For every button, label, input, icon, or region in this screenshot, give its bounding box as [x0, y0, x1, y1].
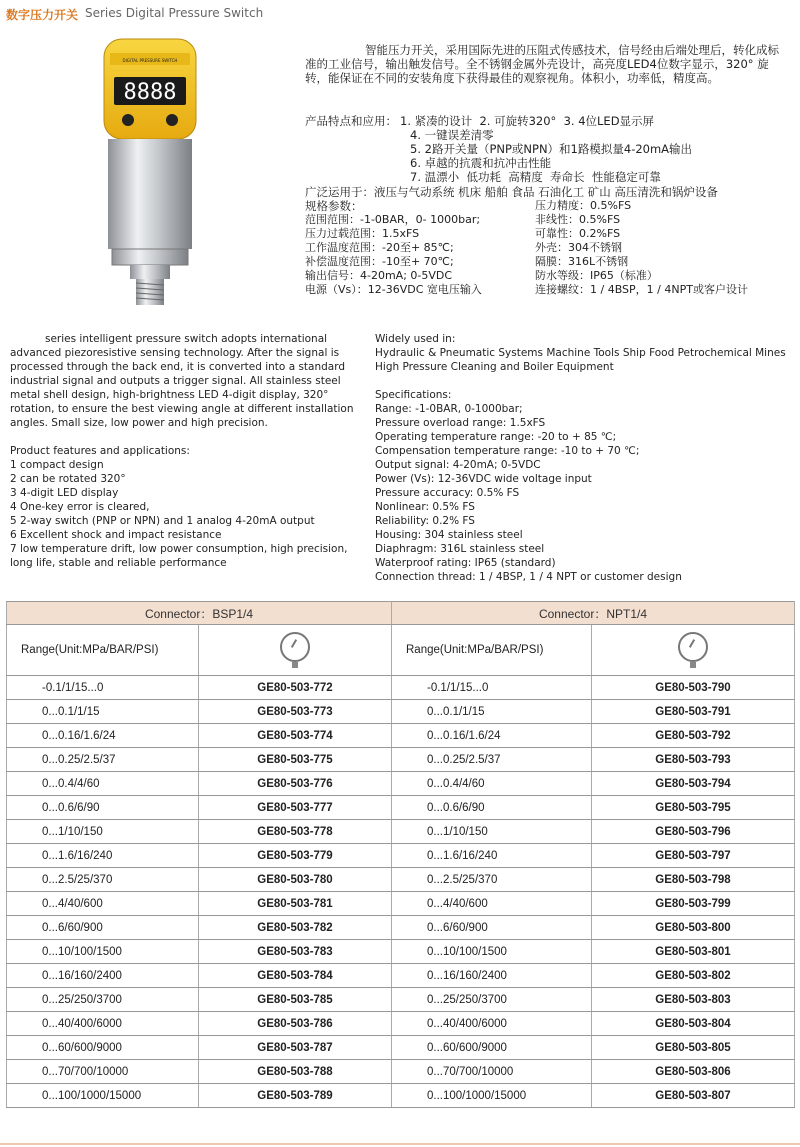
- spec-right-item: 连接螺纹：1 / 4BSP，1 / 4NPT或客户设计: [535, 283, 748, 296]
- npt-model-cell: GE80-503-806: [592, 1060, 795, 1084]
- spec-left-item: 补偿温度范围：-10至+ 70℃;: [305, 255, 454, 268]
- range-cell: 0...4/40/600: [7, 892, 199, 916]
- range-cell: 0...0.25/2.5/37: [7, 748, 199, 772]
- table-row: [7, 772, 795, 796]
- range-cell: 0...16/160/2400: [7, 964, 199, 988]
- feature-item: 6. 卓越的抗震和抗冲击性能: [410, 156, 552, 170]
- intro-line: series intelligent pressure switch adopts international: [45, 333, 328, 345]
- range-cell: 0...2.5/25/370: [7, 868, 199, 892]
- feature-item-en: long life, stable and reliable performance: [10, 557, 227, 569]
- npt-model-cell: GE80-503-805: [592, 1036, 795, 1060]
- range-cell: 0...25/250/3700: [7, 988, 199, 1012]
- feature-item-en: 1 compact design: [10, 459, 104, 471]
- spec-left-item: 工作温度范围：-20至+ 85℃;: [305, 241, 454, 254]
- bsp-model-cell: GE80-503-782: [199, 916, 392, 940]
- features-title-cn: 产品特点和应用：: [305, 114, 397, 128]
- en-right-column: [375, 332, 795, 584]
- range-cell: -0.1/1/15...0: [392, 676, 592, 700]
- range-cell: 0...0.25/2.5/37: [392, 748, 592, 772]
- feature-item-en: 5 2-way switch (PNP or NPN) and 1 analog 4-20mA output: [10, 515, 315, 527]
- application-cn: 广泛运用于：液压与气动系统 机床 船舶 食品 石油化工 矿山 高压清洗和锅炉设备: [305, 185, 718, 199]
- spec-item-en: Housing: 304 stainless steel: [375, 529, 523, 541]
- features-title-en: Product features and applications:: [10, 445, 190, 457]
- bsp-model-cell: GE80-503-774: [199, 724, 392, 748]
- range-cell: 0...0.16/1.6/24: [392, 724, 592, 748]
- range-cell: 0...0.16/1.6/24: [7, 724, 199, 748]
- npt-model-cell: GE80-503-804: [592, 1012, 795, 1036]
- spec-item-en: Range: -1-0BAR, 0-1000bar;: [375, 403, 523, 415]
- feature-item-en: 6 Excellent shock and impact resistance: [10, 529, 222, 541]
- npt-model-cell: GE80-503-792: [592, 724, 795, 748]
- bsp-model-cell: GE80-503-781: [199, 892, 392, 916]
- npt-model-cell: GE80-503-803: [592, 988, 795, 1012]
- bsp-model-cell: GE80-503-784: [199, 964, 392, 988]
- table-row: [7, 748, 795, 772]
- feature-item: 4. 一键误差清零: [410, 128, 494, 142]
- table-row: [7, 1012, 795, 1036]
- spec-right-item: 外壳：304不锈钢: [535, 241, 622, 254]
- range-cell: 0...0.1/1/15: [392, 700, 592, 724]
- range-cell: 0...1/10/150: [7, 820, 199, 844]
- range-cell: 0...70/700/10000: [7, 1060, 199, 1084]
- face-label: DIGITAL PRESSURE SWITCH: [122, 58, 178, 63]
- table-row: [7, 700, 795, 724]
- range-label: Range(Unit:MPa/BAR/PSI): [7, 625, 199, 676]
- table-subheader-row: [7, 625, 795, 676]
- intro-line: rotation, to ensure the best viewing angle at different installation: [10, 403, 354, 415]
- bsp-model-cell: GE80-503-775: [199, 748, 392, 772]
- intro-line: industrial signal and outputs a trigger signal. All stainless steel: [10, 375, 341, 387]
- npt-model-cell: GE80-503-801: [592, 940, 795, 964]
- spec-right-item: 压力精度：0.5%FS: [535, 199, 632, 212]
- feature-item: 1. 紧凑的设计 2. 可旋转320° 3. 4位LED显示屏: [400, 114, 655, 128]
- range-cell: 0...25/250/3700: [392, 988, 592, 1012]
- range-cell: 0...10/100/1500: [7, 940, 199, 964]
- spec-title-en: Specifications:: [375, 389, 452, 401]
- range-cell: 0...40/400/6000: [392, 1012, 592, 1036]
- spec-left-item: 范围范围：-1-0BAR，0- 1000bar;: [305, 213, 481, 226]
- table-row: [7, 724, 795, 748]
- range-cell: -0.1/1/15...0: [7, 676, 199, 700]
- intro-line: angles. Small size, low power and high precision.: [10, 417, 268, 429]
- range-cell: 0...100/1000/15000: [392, 1084, 592, 1108]
- range-cell: 0...6/60/900: [7, 916, 199, 940]
- gauge-cell: [199, 625, 392, 676]
- range-cell: 0...1.6/16/240: [7, 844, 199, 868]
- table-row: [7, 1060, 795, 1084]
- bsp-model-cell: GE80-503-788: [199, 1060, 392, 1084]
- bsp-model-cell: GE80-503-778: [199, 820, 392, 844]
- spec-item-en: Waterproof rating: IP65 (standard): [375, 557, 556, 569]
- range-cell: 0...6/60/900: [392, 916, 592, 940]
- gauge-icon: [280, 632, 310, 662]
- table-row: [7, 796, 795, 820]
- connector-bsp-header: Connector：BSP1/4: [7, 602, 392, 625]
- bsp-model-cell: GE80-503-789: [199, 1084, 392, 1108]
- npt-model-cell: GE80-503-791: [592, 700, 795, 724]
- widely-line: Hydraulic & Pneumatic Systems Machine Tools Ship Food Petrochemical Mines: [375, 347, 786, 359]
- table-row: [7, 676, 795, 700]
- feature-item: 7. 温漂小 低功耗 高精度 寿命长 性能稳定可靠: [410, 170, 661, 184]
- table-row: [7, 916, 795, 940]
- bottom-rule: [0, 1143, 800, 1145]
- spec-right-item: 隔膜：316L不锈钢: [535, 255, 629, 268]
- npt-model-cell: GE80-503-793: [592, 748, 795, 772]
- table-row: [7, 820, 795, 844]
- intro-line: metal shell design, high-brightness LED 4-digit display, 320°: [10, 389, 329, 401]
- range-cell: 0...60/600/9000: [392, 1036, 592, 1060]
- feature-item-en: 4 One-key error is cleared,: [10, 501, 150, 513]
- table-row: [7, 892, 795, 916]
- npt-model-cell: GE80-503-807: [592, 1084, 795, 1108]
- range-cell: 0...1.6/16/240: [392, 844, 592, 868]
- npt-model-cell: GE80-503-798: [592, 868, 795, 892]
- table-row: [7, 868, 795, 892]
- widely-title: Widely used in:: [375, 333, 456, 345]
- connector-npt-header: Connector：NPT1/4: [392, 602, 795, 625]
- spec-item-en: Operating temperature range: -20 to + 85 ℃;: [375, 431, 617, 443]
- feature-item-en: 2 can be rotated 320°: [10, 473, 126, 485]
- range-cell: 0...4/40/600: [392, 892, 592, 916]
- range-cell: 0...0.4/4/60: [392, 772, 592, 796]
- range-label: Range(Unit:MPa/BAR/PSI): [392, 625, 592, 676]
- npt-model-cell: GE80-503-797: [592, 844, 795, 868]
- feature-item-en: 7 low temperature drift, low power consumption, high precision,: [10, 543, 348, 555]
- range-cell: 0...10/100/1500: [392, 940, 592, 964]
- product-image: [100, 35, 200, 310]
- bsp-model-cell: GE80-503-785: [199, 988, 392, 1012]
- range-cell: 0...40/400/6000: [7, 1012, 199, 1036]
- intro-line: processed through the back end, it is converted into a standard: [10, 361, 346, 373]
- bsp-model-cell: GE80-503-786: [199, 1012, 392, 1036]
- spec-item-en: Compensation temperature range: -10 to + 70 ℃;: [375, 445, 640, 457]
- spec-left-item: 输出信号：4-20mA; 0-5VDC: [305, 269, 453, 282]
- range-cell: 0...1/10/150: [392, 820, 592, 844]
- bsp-model-cell: GE80-503-776: [199, 772, 392, 796]
- bsp-model-cell: GE80-503-780: [199, 868, 392, 892]
- range-cell: 0...100/1000/15000: [7, 1084, 199, 1108]
- page-title-cn: 数字压力开关: [6, 8, 79, 22]
- range-cell: 0...0.6/6/90: [392, 796, 592, 820]
- table-row: [7, 844, 795, 868]
- spec-item-en: Output signal: 4-20mA; 0-5VDC: [375, 459, 541, 471]
- table-row: [7, 988, 795, 1012]
- intro-line: advanced piezoresistive sensing technology. After the signal is: [10, 347, 340, 359]
- spec-item-en: Reliability: 0.2% FS: [375, 515, 475, 527]
- model-table: [6, 601, 795, 1108]
- spec-item-en: Power (Vs): 12-36VDC wide voltage input: [375, 473, 592, 485]
- spec-item-en: Pressure accuracy: 0.5% FS: [375, 487, 520, 499]
- widely-line: High Pressure Cleaning and Boiler Equipment: [375, 361, 614, 373]
- npt-model-cell: GE80-503-794: [592, 772, 795, 796]
- bsp-model-cell: GE80-503-773: [199, 700, 392, 724]
- model-table-wrapper: [6, 601, 794, 1108]
- range-cell: 0...60/600/9000: [7, 1036, 199, 1060]
- table-header-row: [7, 602, 795, 625]
- spec-right-item: 非线性：0.5%FS: [535, 213, 621, 226]
- spec-item-en: Nonlinear: 0.5% FS: [375, 501, 475, 513]
- spec-item-en: Diaphragm: 316L stainless steel: [375, 543, 545, 555]
- spec-item-en: Connection thread: 1 / 4BSP, 1 / 4 NPT or customer design: [375, 571, 682, 583]
- page-title-en: Series Digital Pressure Switch: [85, 6, 264, 20]
- npt-model-cell: GE80-503-799: [592, 892, 795, 916]
- npt-model-cell: GE80-503-790: [592, 676, 795, 700]
- spec-title-cn: 规格参数：: [305, 199, 363, 213]
- en-left-column: [10, 332, 365, 570]
- pressure-switch-illustration: [100, 35, 200, 310]
- table-row: [7, 940, 795, 964]
- range-cell: 0...70/700/10000: [392, 1060, 592, 1084]
- bsp-model-cell: GE80-503-779: [199, 844, 392, 868]
- npt-model-cell: GE80-503-800: [592, 916, 795, 940]
- bsp-model-cell: GE80-503-787: [199, 1036, 392, 1060]
- gauge-cell: [592, 625, 795, 676]
- npt-model-cell: GE80-503-796: [592, 820, 795, 844]
- range-cell: 0...16/160/2400: [392, 964, 592, 988]
- intro-cn: 智能压力开关，采用国际先进的压阻式传感技术，信号经由后端处理后，转化成标准的工业信号，输出触发信号。全不锈钢金属外壳设计，高亮度LED4位数字显示，320° 旋转，能保证在不同的安装角度下获得最佳的观察视角。体积小，功率低，精度高。: [305, 43, 779, 85]
- bsp-model-cell: GE80-503-783: [199, 940, 392, 964]
- range-cell: 0...0.6/6/90: [7, 796, 199, 820]
- bsp-model-cell: GE80-503-777: [199, 796, 392, 820]
- gauge-icon: [678, 632, 708, 662]
- range-cell: 0...0.1/1/15: [7, 700, 199, 724]
- spec-right-item: 防水等级：IP65（标准）: [535, 269, 658, 282]
- npt-model-cell: GE80-503-795: [592, 796, 795, 820]
- feature-item-en: 3 4-digit LED display: [10, 487, 119, 499]
- spec-item-en: Pressure overload range: 1.5xFS: [375, 417, 546, 429]
- spec-left-item: 电源（Vs）：12-36VDC 宽电压输入: [305, 283, 482, 296]
- spec-right-item: 可靠性：0.2%FS: [535, 227, 621, 240]
- range-cell: 0...2.5/25/370: [392, 868, 592, 892]
- range-cell: 0...0.4/4/60: [7, 772, 199, 796]
- table-row: [7, 964, 795, 988]
- table-row: [7, 1084, 795, 1108]
- feature-item: 5. 2路开关量（PNP或NPN）和1路模拟量4-20mA输出: [410, 142, 693, 156]
- table-row: [7, 1036, 795, 1060]
- spec-left-item: 压力过载范围：1.5xFS: [305, 227, 420, 240]
- led-display: 8888: [123, 80, 177, 105]
- npt-model-cell: GE80-503-802: [592, 964, 795, 988]
- bsp-model-cell: GE80-503-772: [199, 676, 392, 700]
